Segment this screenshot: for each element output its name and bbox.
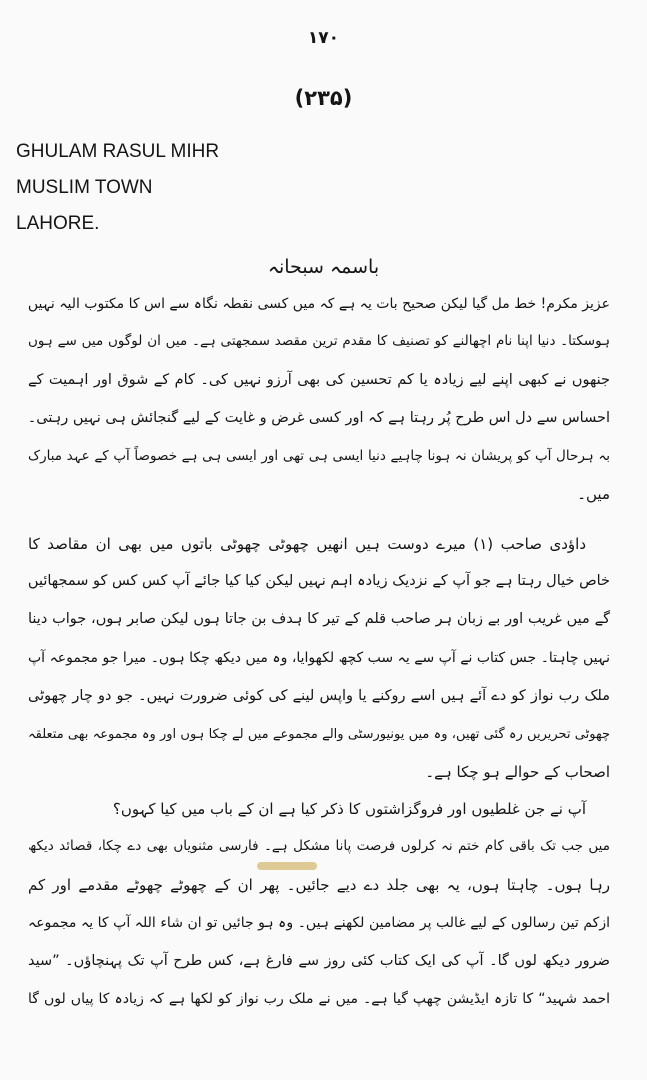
address-line-name: GHULAM RASUL MIHR [16, 141, 220, 162]
recipient-address [16, 134, 219, 242]
body-line: جنھوں نے کبھی اپنے لیے زیادہ یا کم تحسین کی بھی آرزو نہیں کی۔ کام کے شوق اور اہمیت کے [28, 372, 610, 388]
page-number: ۱۷۰ [307, 28, 340, 48]
body-line: اصحاب کے حوالے ہو چکا ہے۔ [425, 763, 610, 781]
body-line: خاص خیال رہتا ہے جو آپ کے نزدیک زیادہ اہم نہیں لیکن کیا کیا جائے آپ کس کس کو سمجھائیں [27, 573, 610, 589]
body-line: ضرور دیکھ لوں گا۔ آپ کی ایک کتاب کئی روز سے فارغ ہے، کس طرح آپ تک پہنچاؤں۔ ”سید [28, 953, 610, 969]
body-line: رہا ہوں۔ چاہتا ہوں، یہ بھی جلد دے دیے جائیں۔ پھر ان کے چھوٹے چھوٹے مقدمے اور کم [28, 876, 610, 894]
letter-number: (۲۳۵) [294, 86, 353, 110]
body-line: میں۔ [577, 485, 610, 503]
body-line: گے میں غریب اور بے زبان ہر صاحب قلم کے تیر کا ہدف بن جاتا ہوں لیکن صابر ہوں، جواب دینا [28, 611, 610, 627]
body-line: چھوٹی تحریریں رہ گئی تھیں، وہ میں یونیورسٹی والے مجموعے میں لے چکا ہوں اور وہ مجموعہ بھی متعلقہ [28, 727, 610, 742]
body-line: ملک رب نواز کو دے آئے ہیں اسے روکنے یا واپس لینے کی کوئی ضرورت نہیں۔ جو دو چار چھوٹی [28, 688, 610, 704]
address-line-city: LAHORE. [16, 213, 100, 234]
body-line-highlighted: میں جب تک باقی کام ختم نہ کرلوں فرصت پانا مشکل ہے۔ فارسی مثنویاں بھی دے چکا، قصائد دیکھ [28, 838, 610, 854]
body-line: داؤدی صاحب (۱) میرے دوست ہیں انھیں چھوٹی چھوٹی باتوں میں بھی ان مقاصد کا [28, 535, 587, 553]
salutation-heading: باسمہ سبحانہ [267, 256, 380, 278]
body-line: احمد شہید“ کا تازہ ایڈیشن چھپ گیا ہے۔ میں نے ملک رب نواز کو لکھا ہے کہ زیادہ کا پیاں لوں گا [28, 991, 610, 1007]
address-line-area: MUSLIM TOWN [16, 177, 153, 198]
body-line: احساس سے دل اس طرح پُر رہتا ہے کہ اور کسی غرض و غایت کے لیے گنجائش ہی نہیں رہتی۔ [27, 410, 610, 426]
highlight-mark [257, 862, 317, 870]
body-line: آپ نے جن غلطیوں اور فروگزاشتوں کا ذکر کیا ہے ان کے باب میں کیا کہوں؟ [112, 800, 586, 818]
body-line: ازکم تین رسالوں کے لیے غالب پر مضامین لکھنے ہیں۔ وہ ہو جائیں تو ان شاء اللہ آپ کا یہ مجموعہ [28, 915, 610, 931]
body-line: نہیں چاہتا۔ جس کتاب نے آپ سے یہ سب کچھ لکھوایا، وہ میں دیکھ چکا ہوں۔ میرا جو مجموعہ آپ [28, 650, 610, 666]
body-line: بہ ہرحال آپ کو پریشان نہ ہونا چاہیے دنیا ایسی ہی تھی اور ایسی ہی ہے خصوصاً آپ کے عہد مبارک [28, 448, 610, 464]
body-line: ہوسکتا۔ دنیا اپنا نام اچھالنے کو تصنیف کا مقدم ترین مقصد سمجھتی ہے۔ میں ان لوگوں میں سے ہوں [28, 333, 610, 349]
body-line: عزیز مکرم! خط مل گیا لیکن صحیح بات یہ ہے کہ میں کسی نقطہ نگاہ سے اس کا مکتوب الیہ نہیں [27, 296, 610, 312]
